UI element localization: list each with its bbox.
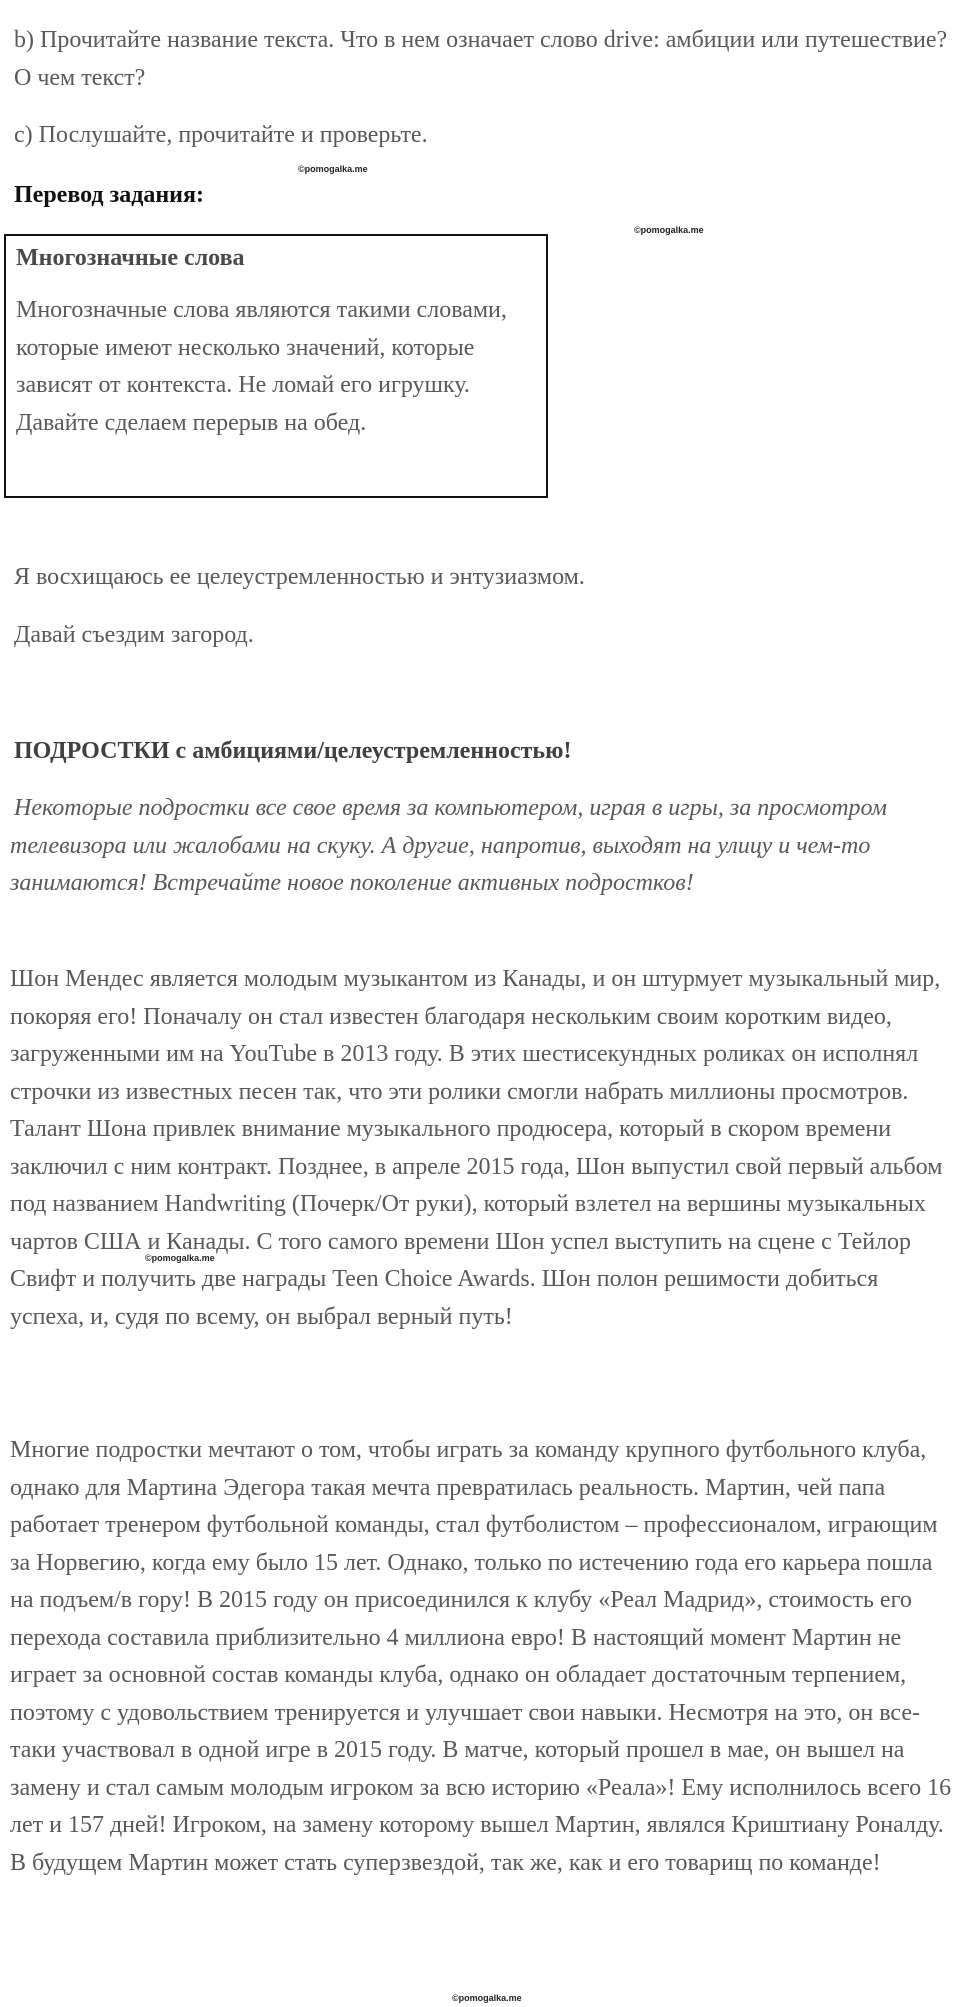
watermark: ©pomogalka.me — [145, 1253, 215, 1263]
task-line-b: b) Прочитайте название текста. Что в нем означает слово drive: амбиции или путешествие? О чем текст? — [14, 27, 948, 91]
example-sentence: Давай съездим загород. — [14, 622, 254, 648]
translation-heading: Перевод задания: — [14, 182, 204, 208]
article-paragraph: Многие подростки мечтают о том, чтобы играть за команду крупного футбольного клуба, однако для Мартина Эдегора такая мечта превратилась реальность. Мартин, чей папа работает тренером футбольной команды, стал футболистом – профессионалом, играющим за Норвегию, когда ему было 15 лет. Однако, только по истечению года его карьера пошла на подъем/в гору! В 2015 году он присоединился к клубу «Реал Мадрид», стоимость его перехода составила приблизительно 4 миллиона евро! В настоящий момент Мартин не играет за основной состав команды клуба, однако он обладает достаточным терпением, поэтому с удовольствием тренируется и улучшает свои навыки. Несмотря на это, он все-таки участвовал в одной игре в 2015 году. В матче, который прошел в мае, он вышел на замену и стал самым молодым игроком за всю историю «Реала»! Ему исполнилось всего 16 лет и 157 дней! Игроком, на замену которому вышел Мартин, являлся Криштиану Роналду. В будущем Мартин может стать суперзвездой, так же, как и его товарищ по команде! — [10, 1437, 952, 1876]
article-intro: Некоторые подростки все свое время за компьютером, играя в игры, за просмотром телевизора или жалобами на скуку. А другие, напротив, выходят на улицу и чем-то занимаются! Встречайте новое поколение активных подростков! — [10, 795, 887, 896]
watermark: ©pomogalka.me — [634, 225, 704, 235]
article-paragraph: Шон Мендес является молодым музыкантом из Канады, и он штурмует музыкальный мир, покоряя его! Поначалу он стал известен благодаря нескольким своим коротким видео, загруженными им на YouTube в 2013 году. В этих шестисекундных роликах он исполнял строчки из известных песен так, что эти ролики смогли набрать миллионы просмотров. Талант Шона привлек внимание музыкального продюсера, который в скором времени заключил с ним контракт. Позднее, в апреле 2015 года, Шон выпустил свой первый альбом под названием Handwriting (Почерк/От руки), который взлетел на вершины музыкальных чартов США и Канады. С того самого времени Шон успел выступить на сцене с Тейлор Свифт и получить две награды Teen Choice Awards. Шон полон решимости добиться успеха, и, судя по всему, он выбрал верный путь! — [10, 966, 943, 1330]
definition-box — [4, 234, 548, 498]
watermark: ©pomogalka.me — [298, 164, 368, 174]
article-title: ПОДРОСТКИ с амбициями/целеустремленностью! — [14, 738, 572, 764]
box-title: Многозначные слова — [16, 245, 245, 271]
example-sentence: Я восхищаюсь ее целеустремленностью и энтузиазмом. — [14, 564, 585, 590]
box-body: Многозначные слова являются такими словами, которые имеют несколько значений, которые зависят от контекста. Не ломай его игрушку. Давайте сделаем перерыв на обед. — [16, 297, 507, 436]
task-line-c: c) Послушайте, прочитайте и проверьте. — [14, 122, 428, 148]
watermark: ©pomogalka.me — [452, 1993, 522, 2003]
